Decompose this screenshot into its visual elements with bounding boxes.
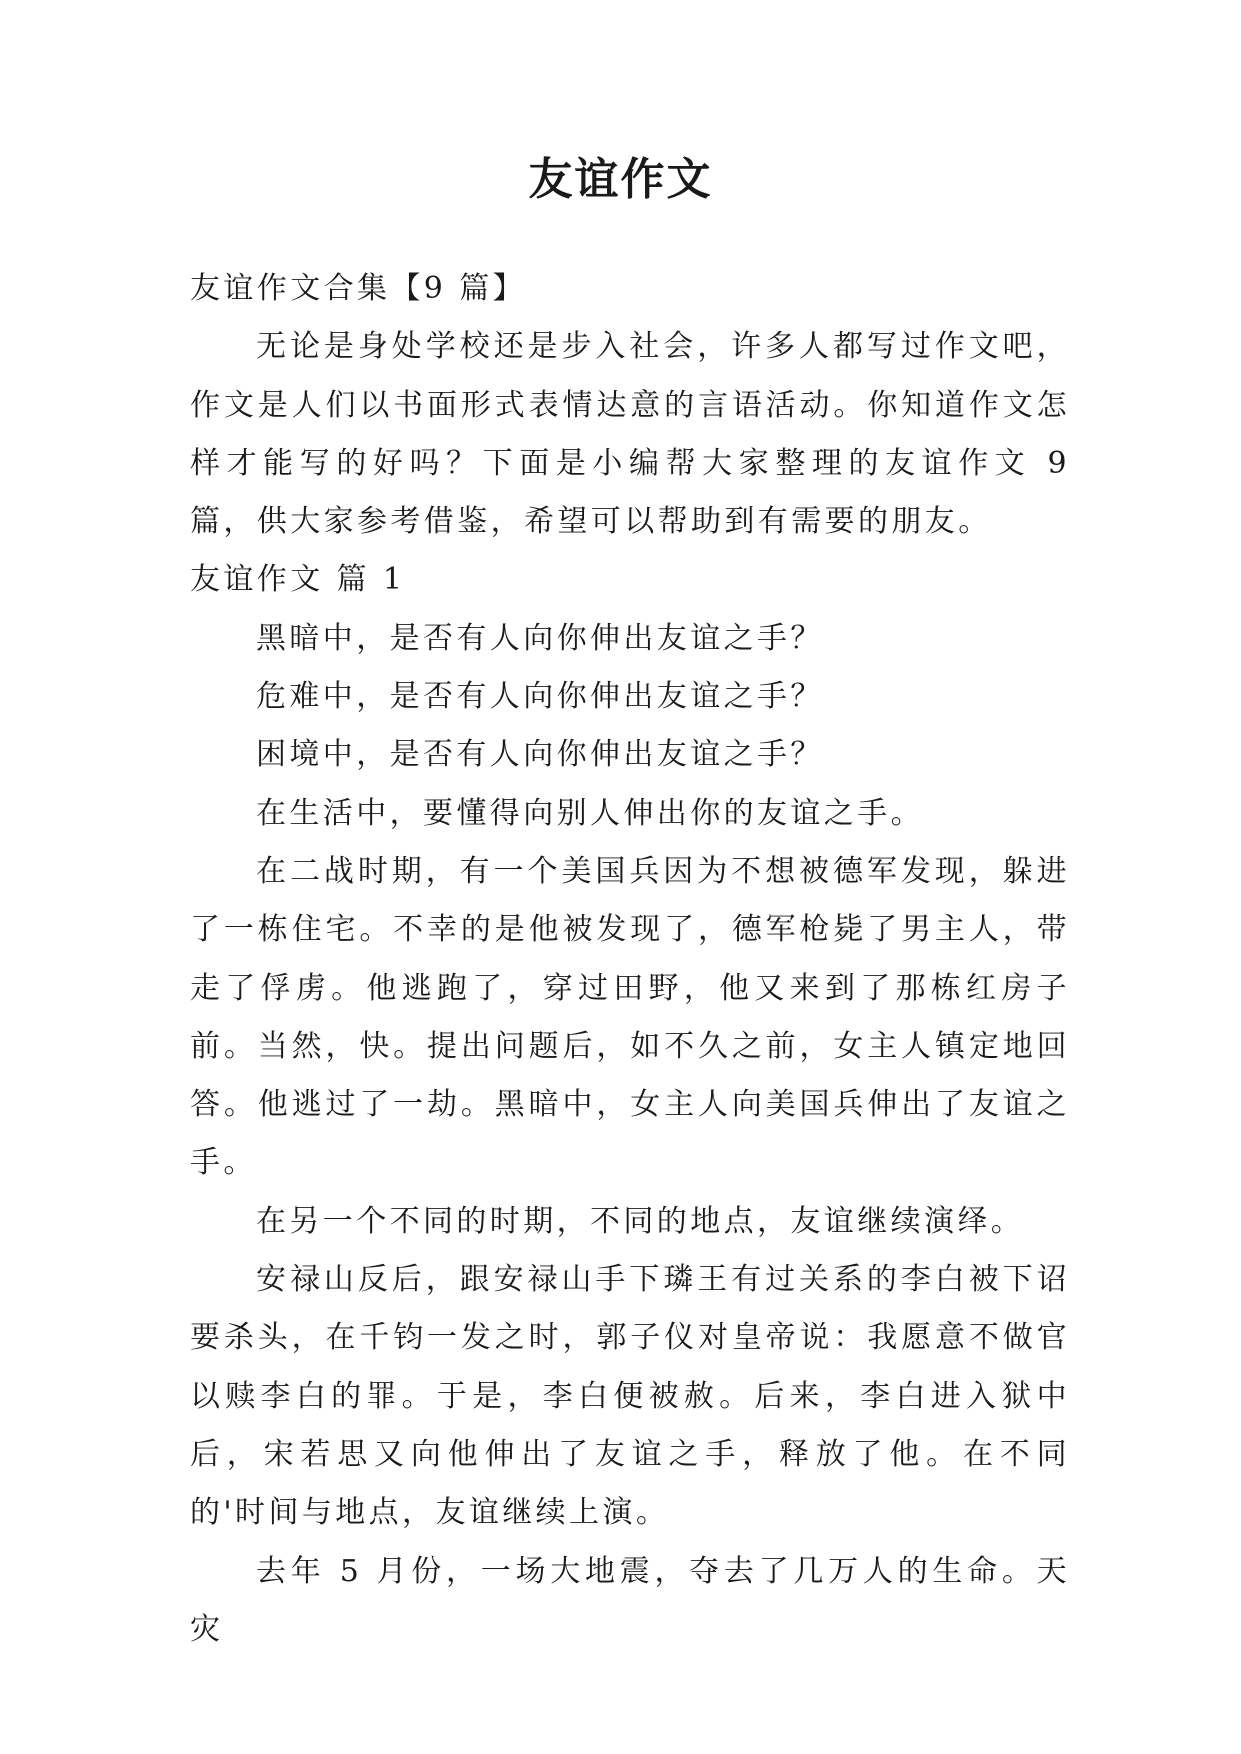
body-paragraph: 在生活中，要懂得向别人伸出你的友谊之手。 — [256, 795, 924, 831]
intro-paragraph: 无论是身处学校还是步入社会，许多人都写过作文吧，作文是人们以书面形式表情达意的言语活动。你知道作文怎样才能写的好吗？下面是小编帮大家整理的友谊作文 9 篇，供大家参考借鉴，希望可以帮助到有需要的朋友。 — [190, 329, 1070, 540]
body-paragraph: 在二战时期，有一个美国兵因为不想被德军发现，躲进了一栋住宅。不幸的是他被发现了，德军枪毙了男主人，带走了俘虏。他逃跑了，穿过田野，他又来到了那栋红房子前。当然，快。提出问题后，如不久之前，女主人镇定地回答。他逃过了一劫。黑暗中，女主人向美国兵伸出了友谊之手。 — [190, 853, 1070, 1181]
section-heading: 友谊作文 篇 1 — [190, 562, 406, 598]
collection-heading: 友谊作文合集【9 篇】 — [190, 271, 527, 306]
body-paragraph: 在另一个不同的时期，不同的地点，友谊继续演绎。 — [256, 1203, 1025, 1239]
body-paragraph: 困境中，是否有人向你伸出友谊之手？ — [256, 737, 824, 773]
body-paragraph: 去年 5 月份，一场大地震，夺去了几万人的生命。天灾 — [190, 1553, 1070, 1647]
body-paragraph: 安禄山反后，跟安禄山手下璘王有过关系的李白被下诏要杀头，在千钧一发之时，郭子仪对皇帝说：我愿意不做官以赎李白的罪。于是，李白便被赦。后来，李白进入狱中后，宋若思又向他伸出了友谊之手，释放了他。在不同的'时间与地点，友谊继续上演。 — [190, 1262, 1070, 1531]
body-paragraph: 黑暗中，是否有人向你伸出友谊之手？ — [256, 620, 824, 656]
document-body — [190, 260, 1070, 1659]
body-paragraph: 危难中，是否有人向你伸出友谊之手？ — [256, 679, 824, 715]
document-title: 友谊作文 — [528, 154, 713, 205]
